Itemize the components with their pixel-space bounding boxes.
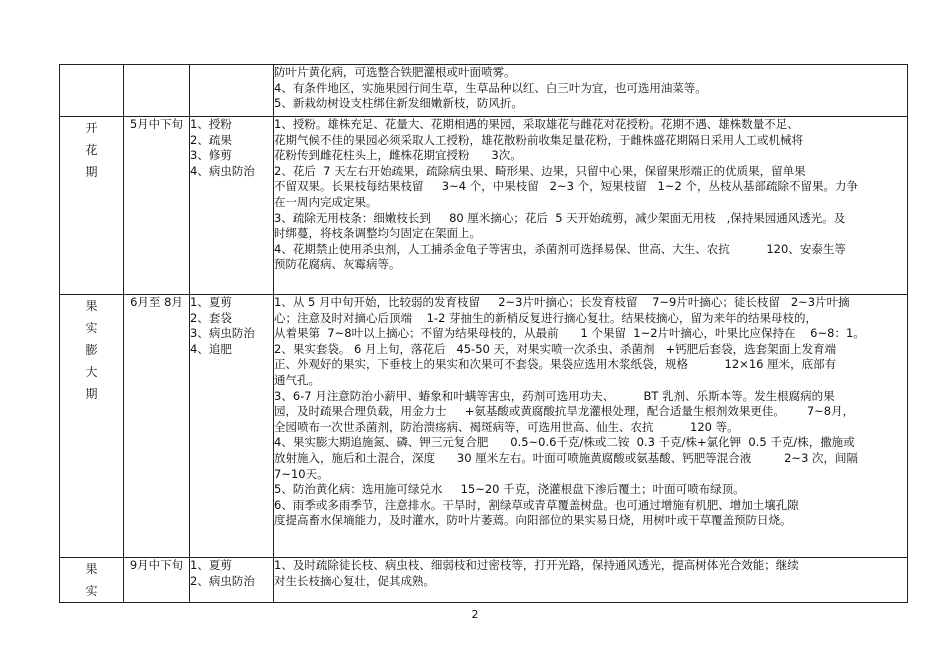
page-number: 2 bbox=[471, 608, 479, 621]
detail-line: 不留双果。长果枝每结果枝留 3~4 个，中果枝留 2~3 个，短果枝留 1~2 个，丛枝从基部疏除不留果。力争 bbox=[274, 179, 858, 194]
table-row bbox=[60, 295, 908, 558]
detail-line: 3、疏除无用枝条：细嫩枝长到 80 厘米摘心；花后 5 天开始疏剪，减少架面无用枝 ,保持果园通风透光。及 bbox=[274, 210, 846, 225]
task-item: 4、追肥 bbox=[190, 341, 232, 356]
table-row bbox=[60, 558, 908, 603]
detail-line: 3、6-7 月注意防治小薪甲、蝽象和叶螨等害虫，药剂可选用功夫、 BT 乳剂、乐斯本等。发生根腐病的果 bbox=[274, 388, 835, 403]
details-cell bbox=[274, 558, 908, 603]
time-cell: 6月至 8月 bbox=[124, 295, 190, 558]
detail-line: 全园喷布一次世杀菌剂，防治溃疡病、褐斑病等，可选用世高、仙生、农抗 120 等。 bbox=[274, 419, 739, 434]
detail-line: 1、授粉。雄株充足、花量大、花期相遇的果园，采取雄花与雌花对花授粉。花期不遇、雄株数量不足、 bbox=[274, 117, 799, 131]
task-item: 1、夏剪 bbox=[190, 558, 232, 572]
detail-line: 花粉传到雌花柱头上，雌株花期宜授粉 3次。 bbox=[274, 148, 522, 163]
time-cell: 9月中下旬 bbox=[124, 558, 190, 603]
stage-cell: 开花期 bbox=[60, 117, 124, 295]
detail-line: 预防花腐病、灰霉病等。 bbox=[274, 257, 401, 272]
detail-line: 4、果实膨大期追施氮、磷、钾三元复合肥 0.5~0.6千克/株或二铵 0.3 千克/株+氯化钾 0.5 千克/株，撒施或 bbox=[274, 435, 855, 450]
detail-line: 6、雨季或多雨季节，注意排水。干旱时，割绿草或青草覆盖树盘。也可通过增施有机肥、增加土壤孔隙 bbox=[274, 497, 799, 512]
task-item: 1、夏剪 bbox=[190, 295, 232, 309]
task-item: 2、套袋 bbox=[190, 310, 232, 325]
stage-cell bbox=[60, 65, 124, 117]
detail-line: 防叶片黄化病，可选整合铁肥灌根或叶面喷雾。 bbox=[274, 65, 516, 79]
detail-line: 在一周内完成定果。 bbox=[274, 194, 378, 209]
detail-line: 5、新栽幼树设支柱绑住新发细嫩新枝，防风折。 bbox=[274, 96, 523, 111]
detail-line: 时绑蔓，将枝条调整均匀固定在架面上。 bbox=[274, 226, 481, 241]
detail-line: 心；注意及时对摘心后顶端 1-2 芽抽生的新梢反复进行摘心复壮。结果枝摘心，留为来年的结果母枝的， bbox=[274, 310, 818, 325]
detail-line: 从着果第 7~8叶以上摘心；不留为结果母枝的，从最前 1 个果留 1~2片叶摘心，叶果比应保持在 6~8：1。 bbox=[274, 326, 865, 341]
task-item: 2、疏果 bbox=[190, 132, 232, 147]
tasks-cell bbox=[190, 558, 274, 603]
detail-line: 对生长枝摘心复壮，促其成熟。 bbox=[274, 573, 435, 588]
detail-line: 放射施入，施后和土混合，深度 30 厘米左右。叶面可喷施黄腐酸或氨基酸、钙肥等混合液 2~3 次，间隔 bbox=[274, 450, 859, 465]
detail-line: 正、外观好的果实，下垂枝上的果实和次果可不套袋。果袋应选用木浆纸袋，规格 12×16 厘米，底部有 bbox=[274, 357, 837, 372]
detail-line: 4、花期禁止使用杀虫剂，人工捕杀金龟子等害虫，杀菌剂可选择易保、世高、大生、农抗 120、安泰生等 bbox=[274, 241, 846, 256]
detail-line: 1、及时疏除徒长枝、病虫枝、细弱枝和过密枝等，打开光路，保持通风透光，提高树体光合效能；继续 bbox=[274, 558, 799, 572]
detail-line: 园，及时疏果合理负载，用金力士 +氨基酸或黄腐酸抗旱龙灌根处理，配合适量生根剂效果更佳。 7~8月， bbox=[274, 404, 855, 419]
task-item: 2、病虫防治 bbox=[190, 573, 255, 588]
table-row bbox=[60, 65, 908, 117]
stage-cell: 果实 bbox=[60, 558, 124, 603]
table-row bbox=[60, 117, 908, 295]
tasks-cell bbox=[190, 65, 274, 117]
management-table bbox=[59, 64, 908, 603]
details-cell bbox=[274, 117, 908, 295]
task-item: 3、病虫防治 bbox=[190, 326, 255, 341]
time-cell: 5月中下旬 bbox=[124, 117, 190, 295]
detail-line: 2、果实套袋。 6 月上旬，落花后 45-50 天，对果实喷一次杀虫、杀菌剂 +钙肥后套袋，选套架面上发育端 bbox=[274, 341, 837, 356]
detail-line: 度提高畜水保墒能力，及时灌水，防叶片萎蔫。向阳部位的果实易日烧，用树叶或干草覆盖预防日烧。 bbox=[274, 513, 792, 528]
details-cell bbox=[274, 295, 908, 558]
detail-line: 4、有条件地区，实施果园行间生草，生草品种以红、白三叶为宜，也可选用油菜等。 bbox=[274, 80, 707, 95]
detail-line: 花期气候不佳的果园必须采取人工授粉，雄花散粉前收集足量花粉，于雌株盛花期隔日采用人工或机械将 bbox=[274, 132, 803, 147]
task-item: 4、病虫防治 bbox=[190, 163, 255, 178]
detail-line: 5、防治黄化病：选用施可绿兑水 15~20 千克，浇灌根盘下渗后覆土；叶面可喷布绿顶。 bbox=[274, 482, 745, 497]
details-cell bbox=[274, 65, 908, 117]
detail-line: 2、花后 7 天左右开始疏果，疏除病虫果、畸形果、边果，只留中心果，保留果形端正的优质果，留单果 bbox=[274, 163, 806, 178]
stage-cell: 果实膨大期 bbox=[60, 295, 124, 558]
detail-line: 1、从 5 月中旬开始，比较弱的发育枝留 2~3片叶摘心；长发育枝留 7~9片叶摘心；徒长枝留 2~3片叶摘 bbox=[274, 295, 850, 309]
task-item: 3、修剪 bbox=[190, 148, 232, 163]
detail-line: 7~10天。 bbox=[274, 466, 329, 481]
tasks-cell bbox=[190, 295, 274, 558]
time-cell bbox=[124, 65, 190, 117]
detail-line: 通气孔。 bbox=[274, 372, 320, 387]
tasks-cell bbox=[190, 117, 274, 295]
task-item: 1、授粉 bbox=[190, 117, 232, 131]
